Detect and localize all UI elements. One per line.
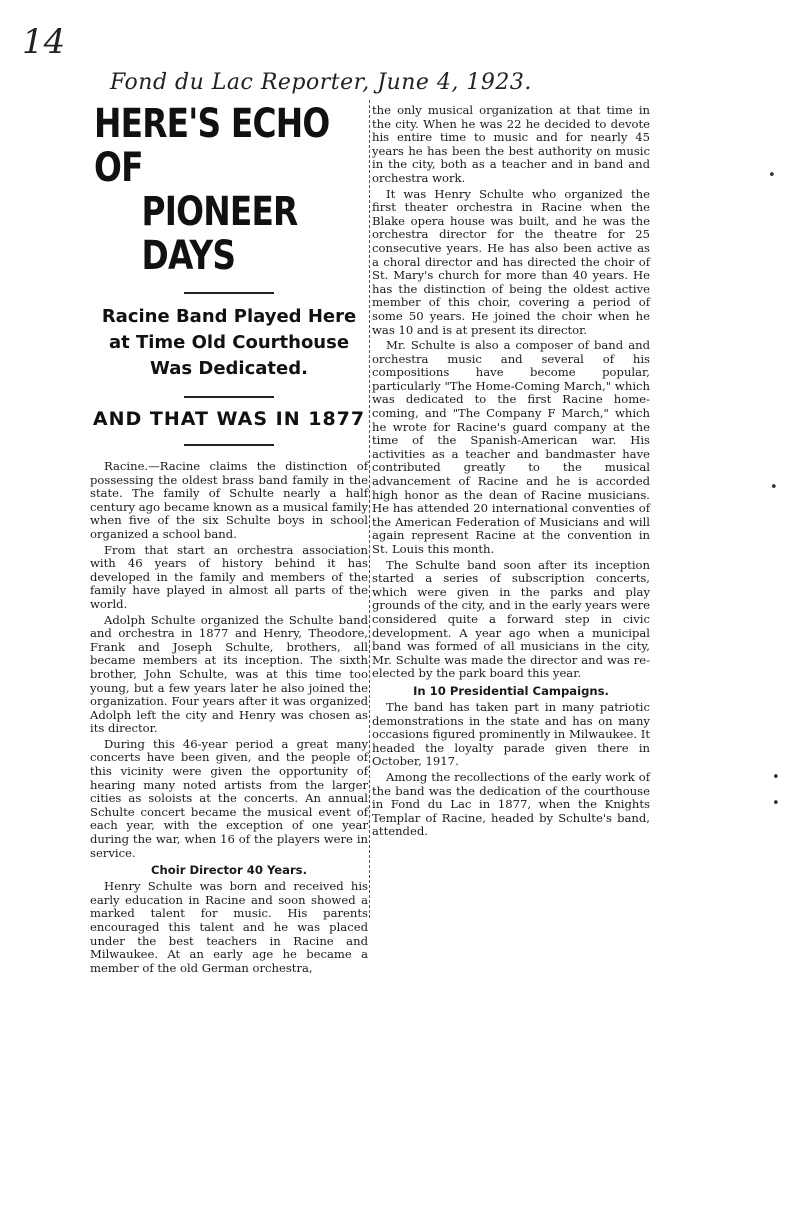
paragraph: The band has taken part in many patriotic demonstrations in the state and has on many occasions figured prominently in Milwaukee. It headed the loyalty parade given there in October, 1917.	[372, 699, 650, 769]
headline-line-1: HERE'S ECHO OF	[94, 101, 330, 191]
paragraph: Mr. Schulte is also a composer of band and orchestra music and several of his compositions have become popular, particularly "The Home-Coming March," which was dedicated to the first Racine home-coming, and "The Company F March," which he wrote for Racine's guard company at the time of the Spanish-American war. His activities as a teacher and bandmaster have contributed greatly to the musical advancement of Racine and he is accorded high honor as the dean of Racine musicians. He has attended 20 international conventies of the American Federation of Musicians and will again represent Racine at the convention in St. Louis this month.	[372, 338, 650, 556]
margin-mark: •	[772, 770, 780, 785]
headline-rule	[184, 292, 274, 294]
right-column	[372, 104, 650, 841]
paragraph: Among the recollections of the early work of the band was the dedication of the courthouse in Fond du Lac in 1877, when the Knights Templar of Racine, headed by Schulte's band, attended.	[372, 769, 650, 839]
deck-rule	[184, 444, 274, 446]
paragraph: Adolph Schulte organized the Schulte band and orchestra in 1877 and Henry, Theodore, Frank and Joseph Schulte, brothers, all became members at its inception. The sixth brother, John Schulte, was at this time too young, but a few years later he also joined the organization. Four years after it was organized Adolph left the city and Henry was chosen as its director.	[90, 612, 368, 736]
paragraph: the only musical organization at that time in the city. When he was 22 he decided to devote his entire time to music and for nearly 45 years he has been the best authority on music in the city, both as a teacher and in band and orchestra work.	[372, 103, 650, 185]
paragraph: During this 46-year period a great many concerts have been given, and the people of this vicinity were given the opportunity of hearing many noted artists from the larger cities as soloists at the concerts. An annual Schulte concert became the musical event of each year, with the exception of one year during the war, when 16 of the players were in service.	[90, 736, 368, 860]
newspaper-clipping	[90, 100, 650, 975]
deck-line: AND THAT WAS IN 1877	[92, 408, 366, 430]
paragraph: From that start an orchestra association with 46 years of history behind it has developed in the family and members of the family have played in almost all parts of the world.	[90, 542, 368, 611]
paragraph: Racine.—Racine claims the distinction of possessing the oldest brass band family in the state. The family of Schulte nearly a half century ago became known as a musical family when five of the six Schulte boys in school organized a school band.	[90, 459, 368, 541]
column-divider	[369, 100, 371, 918]
left-body	[90, 460, 368, 975]
margin-mark: •	[772, 796, 780, 811]
handwritten-source-note: Fond du Lac Reporter, June 4, 1923.	[110, 70, 532, 95]
paragraph: The Schulte band soon after its inception started a series of subscription concerts, which were given in the parks and play grounds of the city, and in the early years were considered quite a forward step in civic development. A year ago when a municipal band was formed of all musicians in the city, Mr. Schulte was made the director and was re-elected by the park board this year.	[372, 557, 650, 681]
left-column	[90, 100, 368, 977]
headline-line-2: PIONEER DAYS	[141, 189, 298, 279]
margin-mark: •	[768, 168, 776, 183]
page-number: 14	[22, 22, 66, 62]
subhead-rule	[184, 396, 274, 398]
section-heading: Choir Director 40 Years.	[151, 863, 307, 878]
margin-mark: •	[770, 480, 778, 495]
subheadline: Racine Band Played Here at Time Old Courthouse Was Dedicated.	[101, 306, 357, 379]
section-heading: In 10 Presidential Campaigns.	[413, 683, 609, 698]
paragraph: Henry Schulte was born and received his early education in Racine and soon showed a marked talent for music. His parents encouraged this talent and he was placed under the best teachers in Racine and Milwaukee. At an early age he became a member of the old German orchestra,	[90, 879, 368, 975]
headline	[94, 102, 365, 278]
paragraph: It was Henry Schulte who organized the first theater orchestra in Racine when the Blake opera house was built, and he was the orchestra director for the theatre for 25 consecutive years. He has also been active as a choral director and has directed the choir of St. Mary's church for more than 40 years. He has the distinction of being the oldest active member of this choir, covering a period of some 50 years. He joined the choir when he was 10 and is at present its director.	[372, 186, 650, 337]
